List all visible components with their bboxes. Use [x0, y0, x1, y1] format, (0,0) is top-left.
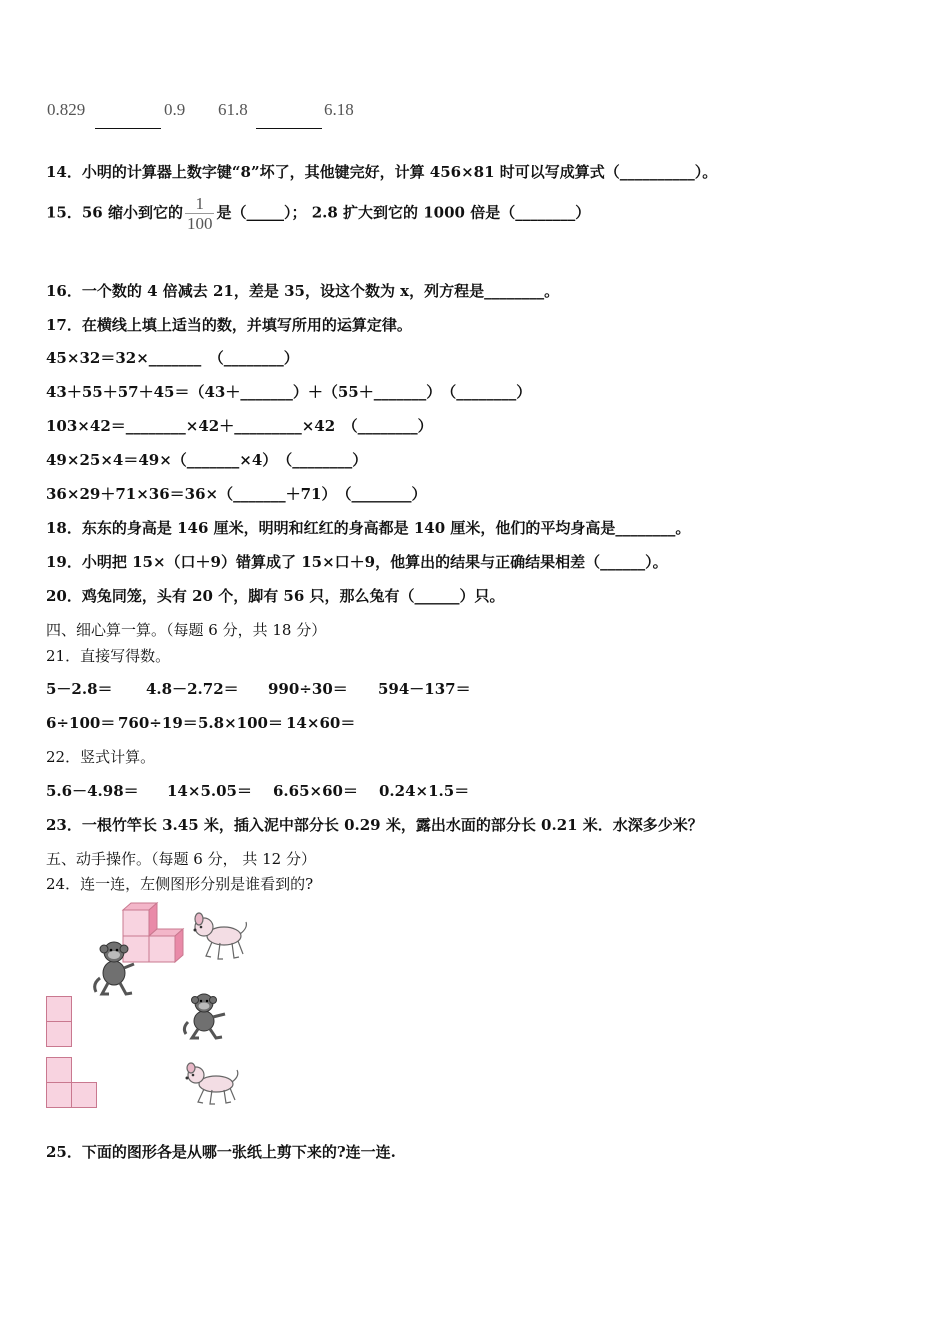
side-view-figure [46, 1057, 98, 1109]
question-21-title: 21．直接写得数。 [46, 647, 171, 665]
answer-blank[interactable] [256, 128, 322, 129]
question-19: 19．小明把 15×（口＋9）错算成了 15×口＋9，他算出的结果与正确结果相差（______）。 [46, 553, 668, 571]
calc-item: 14×60＝ [286, 714, 356, 732]
compare-value-d: 6.18 [324, 100, 354, 119]
question-17-row: 49×25×4＝49×（_______×4） （________） [46, 451, 368, 469]
square-cell [46, 1021, 72, 1047]
calc-item: 5.8×100＝ [198, 714, 283, 732]
square-cell [71, 1082, 97, 1108]
monkey-icon [182, 992, 228, 1040]
dog-icon [180, 1062, 242, 1108]
calc-item: 0.24×1.5＝ [379, 782, 470, 800]
calc-item: 6÷100＝ [46, 714, 116, 732]
question-15-prefix: 15．56 缩小到它的 [46, 203, 183, 222]
question-20: 20．鸡兔同笼，头有 20 个，脚有 56 只，那么兔有（______）只。 [46, 587, 505, 605]
compare-value-a: 0.829 [47, 100, 86, 119]
calc-item: 5－2.8＝ [46, 680, 113, 698]
calc-item: 5.6－4.98＝ [46, 782, 139, 800]
question-17-row: 103×42＝________×42＋_________×42 （________） [46, 417, 433, 435]
dog-icon [188, 912, 250, 964]
compare-value-c: 61.8 [218, 100, 248, 119]
calc-item: 760÷19＝ [118, 714, 198, 732]
question-24-title: 24．连一连，左侧图形分别是谁看到的? [46, 875, 314, 893]
fraction-denominator: 100 [186, 214, 213, 233]
fraction [185, 194, 215, 233]
question-15-suffix: 是（_____）； 2.8 扩大到它的 1000 倍是（________） [216, 203, 591, 222]
front-view-figure [46, 996, 72, 1048]
question-16: 16．一个数的 4 倍减去 21，差是 35，设这个数为 x，列方程是________。 [46, 282, 560, 300]
question-17-row: 43＋55＋57＋45＝（43＋_______）＋（55＋_______） （________） [46, 383, 532, 401]
question-18: 18．东东的身高是 146 厘米，明明和红红的身高都是 140 厘米，他们的平均身高是________。 [46, 519, 691, 537]
calc-item: 14×5.05＝ [167, 782, 252, 800]
question-22-title: 22．竖式计算。 [46, 748, 156, 766]
question-15 [46, 194, 590, 233]
square-cell [46, 1082, 72, 1108]
calc-item: 4.8－2.72＝ [146, 680, 239, 698]
square-cell [46, 1057, 72, 1083]
question-17-row: 36×29＋71×36＝36×（_______＋71） （________） [46, 485, 427, 503]
compare-value-b: 0.9 [164, 100, 186, 119]
calc-item: 990÷30＝ [268, 680, 348, 698]
question-14: 14．小明的计算器上数字键“8”坏了，其他键完好，计算 456×81 时可以写成算式（__________）。 [46, 163, 718, 181]
square-cell [46, 996, 72, 1022]
monkey-icon [92, 938, 138, 996]
question-17-title: 17．在横线上填上适当的数，并填写所用的运算定律。 [46, 316, 412, 334]
fraction-numerator: 1 [185, 194, 215, 214]
question-23: 23．一根竹竿长 3.45 米，插入泥中部分长 0.29 米，露出水面的部分长 0.21 米．水深多少米？ [46, 816, 703, 834]
question-17-row: 45×32＝32×_______ （________） [46, 349, 299, 367]
answer-blank[interactable] [95, 128, 161, 129]
question-25: 25．下面的图形各是从哪一张纸上剪下来的?连一连. [46, 1143, 396, 1161]
calc-item: 594－137＝ [378, 680, 471, 698]
section-5-heading: 五、动手操作。（每题 6 分， 共 12 分） [46, 850, 316, 868]
calc-item: 6.65×60＝ [273, 782, 358, 800]
section-4-heading: 四、细心算一算。（每题 6 分，共 18 分） [46, 621, 327, 639]
